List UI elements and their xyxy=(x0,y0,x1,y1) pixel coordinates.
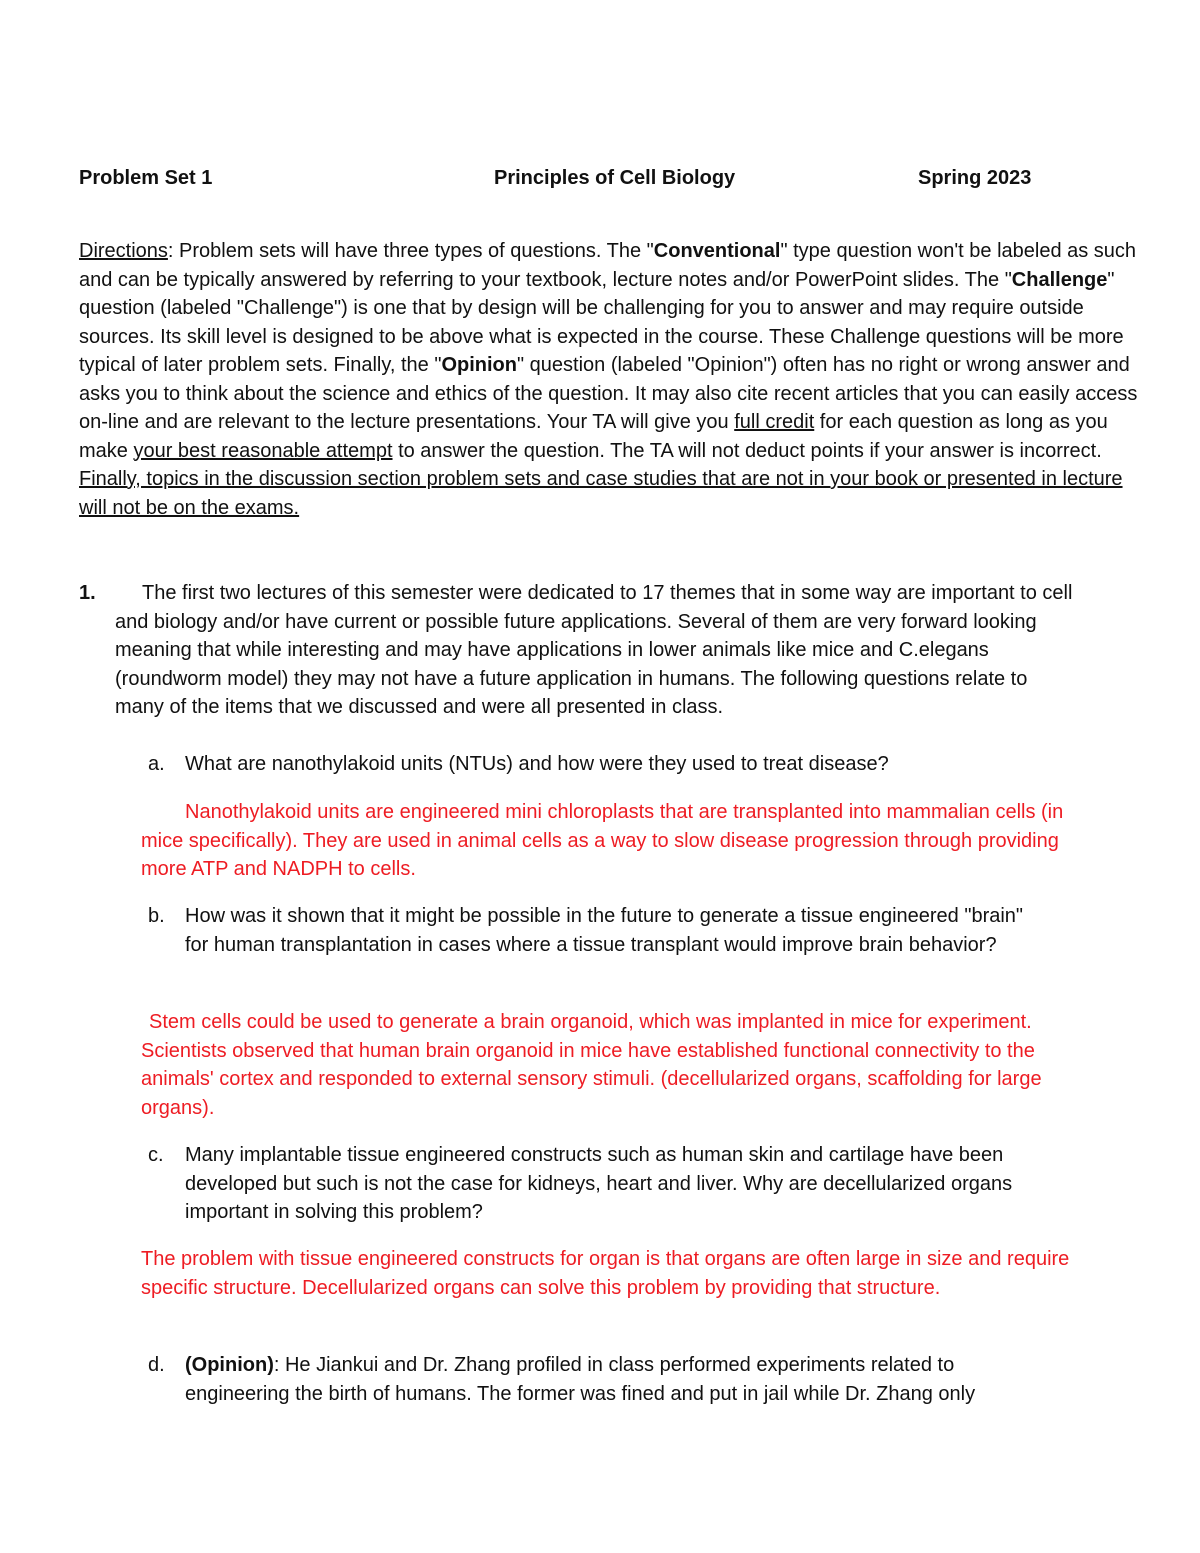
question-text: The first two lectures of this semester were dedicated to 17 themes that in some way are important to cell and biology and/or have current or possible future applications. Several of them are very forward looking meaning that while interesting and may have applications in lower animals like mice and C.elegans (roundworm model) they may not have a future application in humans. The following questions relate to many of the items that we discussed and were all presented in class. xyxy=(115,582,1073,718)
course-title: Principles of Cell Biology xyxy=(494,167,736,189)
directions-text: for each question as long as you make xyxy=(79,411,1108,462)
subquestion-text: How was it shown that it might be possible in the future to generate a tissue engineered "brain" for human transplantation in cases where a tissue transplant would improve brain behavior? xyxy=(185,905,1024,956)
directions-text: " question (labeled "Challenge") is one that by design will be challenging for you to answer and may require outside sources. Its skill level is designed to be above what is expected in the course. These Challenge questions will be more typical of later problem sets. Finally, the " xyxy=(79,268,1124,376)
subquestion-c xyxy=(148,1141,1048,1227)
answer-c: The problem with tissue engineered constructs for organ is that organs are often large in size and require specific structure. Decellularized organs can solve this problem by providing that structure. xyxy=(141,1248,1070,1299)
subquestion-d xyxy=(148,1351,1048,1408)
exam-topics-note: Finally, topics in the discussion section problem sets and case studies that are not in your book or presented in lecture will not be on the exams. xyxy=(79,468,1123,519)
problem-set-title: Problem Set 1 xyxy=(79,167,213,189)
subquestion-a xyxy=(148,750,1048,779)
question-1 xyxy=(79,579,1079,722)
subquestion-text: Many implantable tissue engineered constructs such as human skin and cartilage have been developed but such is not the case for kidneys, heart and liver. Why are decellularized organs important in solving this problem? xyxy=(185,1144,1013,1223)
subquestion-label: b. xyxy=(148,905,165,927)
subquestion-label: c. xyxy=(148,1144,164,1166)
subquestion-d-body: : He Jiankui and Dr. Zhang profiled in class performed experiments related to engineering the birth of humans. The former was fined and put in jail while Dr. Zhang only xyxy=(185,1354,976,1405)
directions-text: : Problem sets will have three types of questions. The " xyxy=(167,240,654,262)
full-credit-text: full credit xyxy=(734,411,815,433)
challenge-term: Challenge xyxy=(1011,268,1108,291)
directions-label: Directions xyxy=(79,240,168,262)
best-attempt-text: your best reasonable attempt xyxy=(133,439,393,462)
subquestion-label: d. xyxy=(148,1354,165,1376)
directions-text: " type question won't be labeled as such and can be typically answered by referring to your textbook, lecture notes and/or PowerPoint slides. The " xyxy=(79,240,1137,291)
opinion-label: (Opinion) xyxy=(185,1354,274,1376)
subquestion-b xyxy=(148,902,1048,959)
subquestion-text xyxy=(185,1351,1048,1408)
answer-a: Nanothylakoid units are engineered mini chloroplasts that are transplanted into mammalian cells (in mice specifically). They are used in animal cells as a way to slow disease progression through providing more ATP and NADPH to cells. xyxy=(141,801,1064,880)
answer-b: Stem cells could be used to generate a brain organoid, which was implanted in mice for experiment. Scientists observed that human brain organoid in mice have established functional connectivity to the animals' cortex and responded to external sensory stimuli. (decellularized organs, scaffolding for large organs). xyxy=(141,1011,1042,1119)
subquestion-text: What are nanothylakoid units (NTUs) and how were they used to treat disease? xyxy=(185,753,889,775)
directions-paragraph xyxy=(79,237,1149,522)
directions-text: to answer the question. The TA will not deduct points if your answer is incorrect. xyxy=(392,439,1102,462)
subquestion-label: a. xyxy=(148,753,165,775)
directions-text: " question (labeled "Opinion") often has no right or wrong answer and asks you to think about the science and ethics of the question. It may also cite recent articles that you can easily access on-line and are relevant to the lecture presentations. Your TA will give you xyxy=(79,354,1138,433)
opinion-term: Opinion xyxy=(441,354,517,376)
question-number: 1. xyxy=(79,582,96,604)
conventional-term: Conventional xyxy=(653,240,781,262)
semester-label: Spring 2023 xyxy=(918,167,1032,189)
document-header xyxy=(79,167,1059,195)
